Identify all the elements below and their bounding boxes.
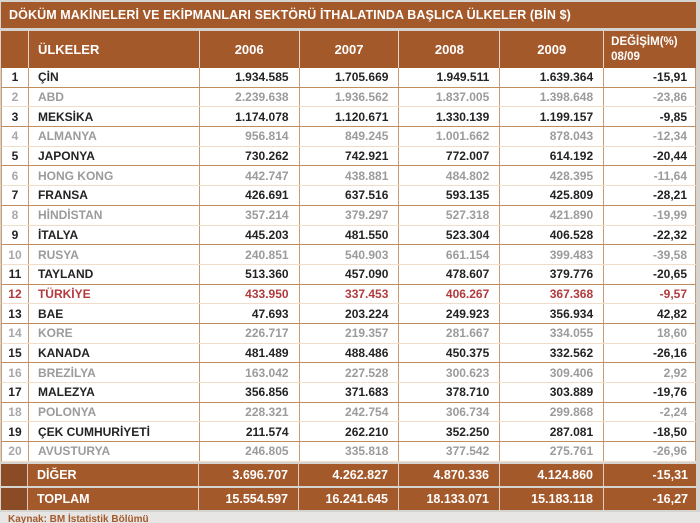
value-2008-cell: 772.007 xyxy=(399,147,500,166)
value-2006-cell: 228.321 xyxy=(200,403,300,422)
value-2009-cell: 287.081 xyxy=(500,422,604,441)
source-note: Kaynak: BM İstatistik Bölümü xyxy=(0,512,700,523)
country-cell: KORE xyxy=(29,324,200,343)
value-2007-cell: 637.516 xyxy=(300,186,400,205)
country-cell: BAE xyxy=(29,304,200,323)
value-2009-cell: 1.398.648 xyxy=(500,88,604,107)
value-2009-cell: 614.192 xyxy=(500,147,604,166)
value-2007-cell: 242.754 xyxy=(300,403,400,422)
change-cell: -39,58 xyxy=(604,245,696,264)
value-2006-cell: 356.856 xyxy=(200,383,300,402)
value-2007-cell: 1.120.671 xyxy=(300,107,400,126)
country-cell: MALEZYA xyxy=(29,383,200,402)
rank-cell: 4 xyxy=(2,127,29,146)
header-year-2007: 2007 xyxy=(300,31,400,68)
country-cell: HİNDİSTAN xyxy=(29,206,200,225)
value-2007-cell: 742.921 xyxy=(300,147,400,166)
table-row xyxy=(1,107,696,127)
change-cell: -9,85 xyxy=(604,107,696,126)
data-table xyxy=(1,31,696,510)
rank-cell: 8 xyxy=(2,206,29,225)
value-2007-cell: 488.486 xyxy=(300,344,400,363)
value-2006-cell: 442.747 xyxy=(200,166,300,185)
country-cell: ÇİN xyxy=(29,68,200,87)
value-2009-cell: 299.868 xyxy=(500,403,604,422)
rank-cell: 17 xyxy=(2,383,29,402)
value-2007-cell: 481.550 xyxy=(300,226,400,245)
rank-cell: 18 xyxy=(2,403,29,422)
country-cell: İTALYA xyxy=(29,226,200,245)
value-2008-cell: 593.135 xyxy=(399,186,500,205)
rank-cell: 16 xyxy=(2,363,29,382)
value-2007-cell: 1.936.562 xyxy=(300,88,400,107)
rank-cell: 19 xyxy=(2,422,29,441)
change-cell: -18,50 xyxy=(604,422,696,441)
header-year-2008: 2008 xyxy=(399,31,500,68)
table-row xyxy=(1,206,696,226)
table-row xyxy=(1,442,696,462)
country-cell: TÜRKİYE xyxy=(29,285,200,304)
value-2006-cell: 226.717 xyxy=(200,324,300,343)
value-2009-cell: 334.055 xyxy=(500,324,604,343)
table-row xyxy=(1,265,696,285)
value-2008-cell: 300.623 xyxy=(399,363,500,382)
change-cell: -28,21 xyxy=(604,186,696,205)
country-cell: ÇEK CUMHURİYETİ xyxy=(29,422,200,441)
table-row xyxy=(1,344,696,364)
value-2008-cell: 1.001.662 xyxy=(399,127,500,146)
rank-cell: 12 xyxy=(2,285,29,304)
value-2009-cell: 399.483 xyxy=(500,245,604,264)
value-2006-cell: 246.805 xyxy=(200,442,300,461)
change-cell: -19,99 xyxy=(604,206,696,225)
value-2006-cell: 956.814 xyxy=(200,127,300,146)
country-cell: FRANSA xyxy=(29,186,200,205)
value-2007-cell: 457.090 xyxy=(300,265,400,284)
value-2009-cell: 421.890 xyxy=(500,206,604,225)
header-rank-cell xyxy=(2,31,29,68)
change-cell: -20,44 xyxy=(604,147,696,166)
rank-cell: 6 xyxy=(2,166,29,185)
value-2008-cell: 661.154 xyxy=(399,245,500,264)
value-2008-cell: 352.250 xyxy=(399,422,500,441)
country-cell: AVUSTURYA xyxy=(29,442,200,461)
value-2009-cell: 367.368 xyxy=(500,285,604,304)
value-2008-cell: 527.318 xyxy=(399,206,500,225)
table-row xyxy=(1,363,696,383)
value-2008-cell: 18.133.071 xyxy=(399,488,500,510)
value-2009-cell: 878.043 xyxy=(500,127,604,146)
header-change-line1: DEĞİŞİM(%) xyxy=(611,36,678,49)
value-2009-cell: 1.639.364 xyxy=(500,68,604,87)
value-2006-cell: 240.851 xyxy=(200,245,300,264)
header-change-line2: 08/09 xyxy=(611,50,640,63)
table-row xyxy=(1,127,696,147)
value-2007-cell: 203.224 xyxy=(300,304,400,323)
rank-cell: 3 xyxy=(2,107,29,126)
table-header-row xyxy=(1,31,696,68)
rank-cell: 5 xyxy=(2,147,29,166)
value-2007-cell: 371.683 xyxy=(300,383,400,402)
change-cell: -26,16 xyxy=(604,344,696,363)
value-2009-cell: 379.776 xyxy=(500,265,604,284)
value-2009-cell: 15.183.118 xyxy=(500,488,604,510)
value-2008-cell: 4.870.336 xyxy=(399,464,500,486)
country-cell: TOPLAM xyxy=(28,488,199,510)
change-cell: 2,92 xyxy=(604,363,696,382)
table-row xyxy=(1,304,696,324)
value-2006-cell: 163.042 xyxy=(200,363,300,382)
table-row xyxy=(1,166,696,186)
value-2006-cell: 513.360 xyxy=(200,265,300,284)
value-2008-cell: 249.923 xyxy=(399,304,500,323)
change-cell: -15,31 xyxy=(652,467,688,482)
value-2007-cell: 540.903 xyxy=(300,245,400,264)
value-2009-cell: 1.199.157 xyxy=(500,107,604,126)
rank-cell: 20 xyxy=(2,442,29,461)
country-cell: POLONYA xyxy=(29,403,200,422)
change-cell: -20,65 xyxy=(604,265,696,284)
value-2007-cell: 227.528 xyxy=(300,363,400,382)
value-2008-cell: 523.304 xyxy=(399,226,500,245)
value-2006-cell: 2.239.638 xyxy=(200,88,300,107)
value-2007-cell: 262.210 xyxy=(300,422,400,441)
value-2008-cell: 406.267 xyxy=(399,285,500,304)
change-cell: -15,91 xyxy=(604,68,696,87)
change-cell: 42,82 xyxy=(604,304,696,323)
change-cell: -9,57 xyxy=(604,285,696,304)
value-2006-cell: 445.203 xyxy=(200,226,300,245)
value-2009-cell: 332.562 xyxy=(500,344,604,363)
value-2008-cell: 1.949.511 xyxy=(399,68,500,87)
country-cell: MEKSİKA xyxy=(29,107,200,126)
change-cell: 18,60 xyxy=(604,324,696,343)
value-2009-cell: 356.934 xyxy=(500,304,604,323)
value-2006-cell: 1.174.078 xyxy=(200,107,300,126)
change-cell: -23,86 xyxy=(604,88,696,107)
value-2006-cell: 357.214 xyxy=(200,206,300,225)
table-row xyxy=(1,226,696,246)
value-2008-cell: 377.542 xyxy=(399,442,500,461)
rank-cell xyxy=(1,464,28,486)
value-2008-cell: 450.375 xyxy=(399,344,500,363)
value-2006-cell: 730.262 xyxy=(200,147,300,166)
rank-cell: 10 xyxy=(2,245,29,264)
country-cell: RUSYA xyxy=(29,245,200,264)
rank-cell: 7 xyxy=(2,186,29,205)
country-cell: TAYLAND xyxy=(29,265,200,284)
value-2008-cell: 281.667 xyxy=(399,324,500,343)
value-2007-cell: 1.705.669 xyxy=(300,68,400,87)
rank-cell: 11 xyxy=(2,265,29,284)
rank-cell: 15 xyxy=(2,344,29,363)
value-2006-cell: 47.693 xyxy=(200,304,300,323)
change-cell: -22,32 xyxy=(604,226,696,245)
value-2009-cell: 303.889 xyxy=(500,383,604,402)
country-cell: JAPONYA xyxy=(29,147,200,166)
value-2007-cell: 16.241.645 xyxy=(299,488,399,510)
header-year-2009: 2009 xyxy=(500,31,604,68)
value-2006-cell: 433.950 xyxy=(200,285,300,304)
summary-row xyxy=(1,488,696,510)
value-2007-cell: 335.818 xyxy=(300,442,400,461)
value-2008-cell: 1.330.139 xyxy=(399,107,500,126)
country-cell: HONG KONG xyxy=(29,166,200,185)
value-2006-cell: 426.691 xyxy=(200,186,300,205)
page-title: DÖKÜM MAKİNELERİ VE EKİPMANLARI SEKTÖRÜ İTHALATINDA BAŞLICA ÜLKELER (BİN $) xyxy=(1,2,696,28)
value-2007-cell: 438.881 xyxy=(300,166,400,185)
value-2007-cell: 219.357 xyxy=(300,324,400,343)
rank-cell: 1 xyxy=(2,68,29,87)
table-row xyxy=(1,422,696,442)
change-cell: -26,96 xyxy=(604,442,696,461)
value-2007-cell: 849.245 xyxy=(300,127,400,146)
table-row xyxy=(1,245,696,265)
value-2009-cell: 425.809 xyxy=(500,186,604,205)
header-change xyxy=(604,31,696,68)
value-2009-cell: 406.528 xyxy=(500,226,604,245)
country-cell: BREZİLYA xyxy=(29,363,200,382)
value-2006-cell: 1.934.585 xyxy=(200,68,300,87)
table-body xyxy=(1,68,696,462)
rank-cell xyxy=(1,488,28,510)
table-row xyxy=(1,186,696,206)
value-2008-cell: 478.607 xyxy=(399,265,500,284)
change-cell: -19,76 xyxy=(604,383,696,402)
table-row xyxy=(1,383,696,403)
country-cell: KANADA xyxy=(29,344,200,363)
rank-cell: 9 xyxy=(2,226,29,245)
change-cell: -11,64 xyxy=(604,166,696,185)
value-2008-cell: 306.734 xyxy=(399,403,500,422)
table-row xyxy=(1,324,696,344)
table-row xyxy=(1,403,696,423)
change-cell: -2,24 xyxy=(604,403,696,422)
value-2006-cell: 211.574 xyxy=(200,422,300,441)
value-2009-cell: 309.406 xyxy=(500,363,604,382)
rank-cell: 14 xyxy=(2,324,29,343)
table-row xyxy=(1,88,696,108)
summary-row xyxy=(1,464,696,486)
change-cell: -12,34 xyxy=(604,127,696,146)
value-2007-cell: 337.453 xyxy=(300,285,400,304)
value-2006-cell: 3.696.707 xyxy=(199,464,299,486)
table-summary xyxy=(1,464,696,510)
value-2006-cell: 481.489 xyxy=(200,344,300,363)
rank-cell: 13 xyxy=(2,304,29,323)
value-2008-cell: 1.837.005 xyxy=(399,88,500,107)
country-cell: ALMANYA xyxy=(29,127,200,146)
table-row xyxy=(1,147,696,167)
table-row xyxy=(1,285,696,305)
header-countries: ÜLKELER xyxy=(29,31,200,68)
change-cell: -16,27 xyxy=(652,491,688,506)
value-2007-cell: 379.297 xyxy=(300,206,400,225)
header-year-2006: 2006 xyxy=(200,31,300,68)
table-row xyxy=(1,68,696,88)
value-2007-cell: 4.262.827 xyxy=(299,464,399,486)
value-2008-cell: 484.802 xyxy=(399,166,500,185)
value-2006-cell: 15.554.597 xyxy=(199,488,299,510)
country-cell: ABD xyxy=(29,88,200,107)
value-2009-cell: 275.761 xyxy=(500,442,604,461)
rank-cell: 2 xyxy=(2,88,29,107)
value-2009-cell: 428.395 xyxy=(500,166,604,185)
value-2009-cell: 4.124.860 xyxy=(500,464,604,486)
country-cell: DİĞER xyxy=(28,464,199,486)
value-2008-cell: 378.710 xyxy=(399,383,500,402)
